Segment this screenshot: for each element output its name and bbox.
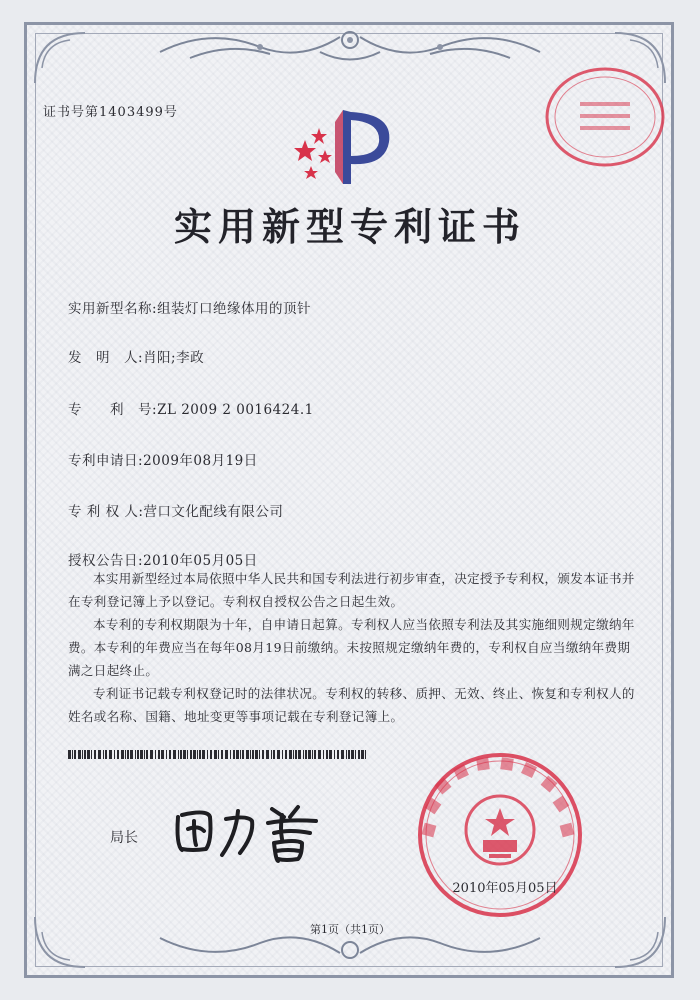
corner-ornament-icon: [30, 28, 90, 88]
patentee-field: [68, 500, 283, 520]
top-ornament-icon: [150, 22, 550, 68]
barcode-icon: [68, 750, 368, 759]
field-label: 专 利 权 人:: [68, 504, 144, 520]
field-label: 实用新型名称:: [68, 301, 158, 317]
field-label: 专 利 号:: [68, 402, 158, 418]
field-value: 2010年05月05日: [143, 553, 258, 569]
grant-date-field: [68, 549, 258, 569]
field-value: ZL 2009 2 0016424.1: [157, 402, 314, 418]
seal-date: 2010年05月05日: [452, 881, 558, 896]
patent-number-field: [68, 398, 314, 418]
agency-seal-icon: [540, 62, 670, 172]
field-label: 发 明 人:: [68, 350, 144, 366]
certificate-number: 证书号第1403499号: [43, 105, 178, 120]
page-footer: 第1页（共1页）: [310, 923, 390, 936]
signature-label: 局长: [110, 830, 138, 846]
body-paragraph: 本专利的专利权期限为十年，自申请日起算。专利权人应当依照专利法及其实施细则规定缴纳年费。本专利的年费应当在每年08月19日前缴纳。未按照规定缴纳年费的，专利权自应当缴纳年费期满之日起终止。: [68, 617, 635, 678]
body-paragraph: 专利证书记载专利权登记时的法律状况。专利权的转移、质押、无效、终止、恢复和专利权人的姓名或名称、国籍、地址变更等事项记载在专利登记簿上。: [68, 686, 635, 724]
page-title: 实用新型专利证书: [173, 205, 526, 249]
patent-office-logo-icon: [285, 102, 405, 192]
inventor-field: [68, 346, 204, 366]
director-signature-icon: [170, 795, 330, 865]
field-label: 授权公告日:: [68, 553, 144, 569]
field-value: 2009年08月19日: [143, 453, 258, 469]
certificate-body: [68, 567, 638, 728]
field-label: 专利申请日:: [68, 453, 144, 469]
field-value: 肖阳;李政: [143, 350, 205, 366]
application-date-field: [68, 449, 258, 469]
field-value: 组装灯口绝缘体用的顶针: [157, 301, 312, 317]
body-paragraph: 本实用新型经过本局依照中华人民共和国专利法进行初步审查，决定授予专利权，颁发本证书并在专利登记簿上予以登记。专利权自授权公告之日起生效。: [68, 571, 635, 609]
utility-model-name-field: [68, 297, 311, 317]
field-value: 营口文化配线有限公司: [143, 504, 284, 520]
